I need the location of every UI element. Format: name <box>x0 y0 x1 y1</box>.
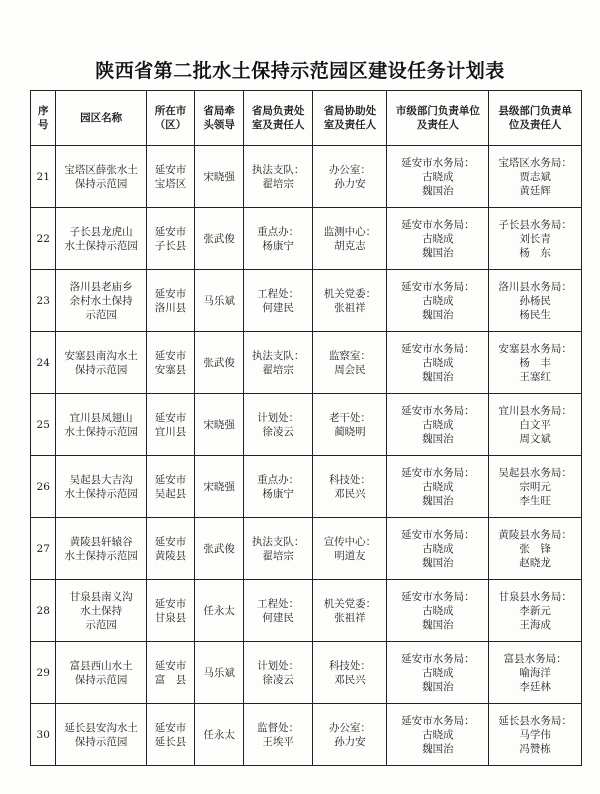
cell-line: 冯赞栋 <box>519 742 551 755</box>
cell-line: 示范园 <box>85 308 117 321</box>
cell-lead-official <box>195 518 244 580</box>
cell-line: 魏国治 <box>422 556 454 569</box>
cell-line: 孙力安 <box>334 177 366 190</box>
cell-line: 黄陵县水务局： <box>498 528 572 541</box>
cell-city-department <box>387 332 489 394</box>
header-lead-official <box>195 91 244 146</box>
task-plan-table <box>30 90 582 766</box>
cell-line: 古晓成 <box>422 356 454 369</box>
header-city-department <box>387 91 489 146</box>
cell-line: 机关党委： <box>323 597 377 610</box>
cell-serial-number: 21 <box>31 146 56 208</box>
cell-line: 甘泉县水务局： <box>498 590 572 603</box>
cell-line: 古晓成 <box>422 294 454 307</box>
cell-line: 洛川县老庙乡 <box>69 280 133 293</box>
cell-line: 重点办： <box>257 473 300 486</box>
cell-line: 徐凌云 <box>262 425 294 438</box>
cell-line: 延安市 <box>154 659 187 672</box>
cell-line: 延安市水务局： <box>401 404 475 417</box>
cell-serial-number: 23 <box>31 270 56 332</box>
cell-line: 执法支队： <box>251 349 305 362</box>
cell-line: 延安市水务局： <box>401 218 475 231</box>
cell-line: 延安市水务局： <box>401 156 475 169</box>
header-line: 及责任人 <box>416 119 459 131</box>
cell-line: 保持示范园 <box>74 363 128 376</box>
table-row <box>31 394 582 456</box>
table-row <box>31 642 582 704</box>
cell-park-name <box>56 456 146 518</box>
cell-city-district <box>146 146 195 208</box>
cell-line: 工程处： <box>257 287 300 300</box>
cell-line: 杨 东 <box>519 246 551 259</box>
cell-line: 古晓成 <box>422 728 454 741</box>
header-line: 县级部门负责单 <box>498 105 572 117</box>
cell-line: 水土保持示范园 <box>64 549 138 562</box>
cell-provincial-assisting <box>313 580 387 642</box>
cell-county-department <box>489 146 582 208</box>
cell-line: 机关党委： <box>323 287 377 300</box>
cell-serial-number: 25 <box>31 394 56 456</box>
cell-line: 杨 丰 <box>519 356 551 369</box>
cell-city-district <box>146 642 195 704</box>
cell-line: 富 县 <box>154 673 187 686</box>
cell-line: 张祖祥 <box>334 611 366 624</box>
cell-park-name <box>56 704 146 766</box>
header-line: （区） <box>154 119 187 131</box>
cell-line: 黄陵县轩辕谷 <box>69 535 133 548</box>
cell-county-department <box>489 580 582 642</box>
cell-line: 魏国治 <box>422 308 454 321</box>
cell-city-district <box>146 518 195 580</box>
cell-line: 何建民 <box>262 301 294 314</box>
cell-line: 富县水务局： <box>503 652 567 665</box>
header-line: 市级部门负责单位 <box>395 105 480 117</box>
cell-line: 翟培宗 <box>262 549 294 562</box>
cell-lead-official <box>195 208 244 270</box>
cell-provincial-responsible <box>243 456 312 518</box>
cell-county-department <box>489 270 582 332</box>
cell-lead-official <box>195 642 244 704</box>
cell-park-name <box>56 394 146 456</box>
cell-line: 延安市 <box>154 163 187 176</box>
cell-line: 古晓成 <box>422 232 454 245</box>
table-row <box>31 518 582 580</box>
cell-line: 水土保持示范园 <box>64 487 138 500</box>
cell-provincial-responsible <box>243 146 312 208</box>
cell-line: 魏国治 <box>422 432 454 445</box>
cell-line: 示范园 <box>85 618 117 631</box>
cell-lead-official <box>195 146 244 208</box>
cell-line: 李廷林 <box>519 680 551 693</box>
cell-line: 白文平 <box>519 418 551 431</box>
cell-serial-number: 29 <box>31 642 56 704</box>
cell-serial-number: 28 <box>31 580 56 642</box>
cell-provincial-responsible <box>243 580 312 642</box>
cell-line: 宝塔区水务局： <box>498 156 572 169</box>
cell-line: 延安市水务局： <box>401 652 475 665</box>
cell-line: 监测中心： <box>323 225 377 238</box>
cell-line: 富县西山水土 <box>69 659 133 672</box>
cell-line: 翟培宗 <box>262 177 294 190</box>
cell-line: 马乐斌 <box>203 294 235 307</box>
header-line: 所在市 <box>154 105 187 117</box>
cell-serial-number: 22 <box>31 208 56 270</box>
header-line: 园区名称 <box>80 112 123 124</box>
cell-line: 延安市水务局： <box>401 280 475 293</box>
header-serial-number <box>31 91 56 146</box>
cell-provincial-responsible <box>243 332 312 394</box>
cell-line: 吴起县水务局： <box>498 466 572 479</box>
cell-provincial-assisting <box>313 518 387 580</box>
cell-line: 宜川县 <box>154 425 187 438</box>
cell-line: 李新元 <box>519 604 551 617</box>
cell-park-name <box>56 332 146 394</box>
cell-city-department <box>387 704 489 766</box>
cell-line: 明道友 <box>334 549 366 562</box>
table-row <box>31 580 582 642</box>
header-county-department <box>489 91 582 146</box>
cell-line: 洛川县水务局： <box>498 280 572 293</box>
cell-park-name <box>56 580 146 642</box>
cell-county-department <box>489 332 582 394</box>
cell-line: 吴起县大吉沟 <box>69 473 133 486</box>
cell-provincial-assisting <box>313 456 387 518</box>
cell-line: 黄陵县 <box>154 549 187 562</box>
cell-serial-number: 30 <box>31 704 56 766</box>
cell-county-department <box>489 518 582 580</box>
header-line: 省局负责处 <box>251 105 305 117</box>
cell-city-district <box>146 270 195 332</box>
cell-line: 子长县水务局： <box>498 218 572 231</box>
header-line: 号 <box>37 119 49 131</box>
cell-line: 工程处： <box>257 597 300 610</box>
cell-city-district <box>146 704 195 766</box>
table-row <box>31 456 582 518</box>
cell-city-district <box>146 580 195 642</box>
cell-line: 李生旺 <box>519 494 551 507</box>
cell-line: 宋晓强 <box>203 418 235 431</box>
cell-line: 甘泉县南义沟 <box>69 590 133 603</box>
cell-city-district <box>146 332 195 394</box>
cell-provincial-responsible <box>243 518 312 580</box>
cell-line: 宝塔区薛张水土 <box>64 163 138 176</box>
cell-line: 古晓成 <box>422 542 454 555</box>
cell-line: 安塞县南沟水土 <box>64 349 138 362</box>
header-park-name <box>56 91 146 146</box>
cell-line: 胡克志 <box>334 239 366 252</box>
cell-city-department <box>387 456 489 518</box>
cell-line: 水土保持 <box>80 604 123 617</box>
cell-provincial-responsible <box>243 208 312 270</box>
cell-park-name <box>56 146 146 208</box>
cell-serial-number: 26 <box>31 456 56 518</box>
cell-line: 延长县安沟水土 <box>64 721 138 734</box>
cell-line: 古晓成 <box>422 418 454 431</box>
cell-line: 老干处： <box>328 411 371 424</box>
cell-line: 宣传中心： <box>323 535 377 548</box>
cell-park-name <box>56 642 146 704</box>
cell-city-department <box>387 146 489 208</box>
cell-line: 水土保持示范园 <box>64 425 138 438</box>
cell-line: 马乐斌 <box>203 666 235 679</box>
cell-line: 保持示范园 <box>74 735 128 748</box>
cell-line: 延安市 <box>154 535 187 548</box>
cell-line: 孙杨民 <box>519 294 551 307</box>
cell-line: 魏国治 <box>422 742 454 755</box>
header-line: 省局协助处 <box>323 105 377 117</box>
cell-line: 魏国治 <box>422 680 454 693</box>
header-city-district <box>146 91 195 146</box>
cell-line: 赵晓龙 <box>519 556 551 569</box>
cell-line: 宗明元 <box>519 480 551 493</box>
cell-line: 周文斌 <box>519 432 551 445</box>
cell-serial-number: 27 <box>31 518 56 580</box>
cell-line: 延安市 <box>154 225 187 238</box>
cell-lead-official <box>195 270 244 332</box>
cell-provincial-responsible <box>243 704 312 766</box>
table-row <box>31 704 582 766</box>
header-line: 室及责任人 <box>251 119 305 131</box>
cell-line: 保持示范园 <box>74 177 128 190</box>
cell-line: 吴起县 <box>154 487 187 500</box>
cell-line: 马学伟 <box>519 728 551 741</box>
cell-line: 魏国治 <box>422 370 454 383</box>
cell-line: 王海成 <box>519 618 551 631</box>
cell-line: 宝塔区 <box>154 177 187 190</box>
cell-line: 延安市水务局： <box>401 714 475 727</box>
cell-line: 杨康宁 <box>262 487 294 500</box>
header-line: 头领导 <box>203 119 235 131</box>
cell-line: 邓民兴 <box>334 487 366 500</box>
cell-line: 余村水土保持 <box>69 294 133 307</box>
cell-line: 魏国治 <box>422 618 454 631</box>
cell-line: 延安市水务局： <box>401 466 475 479</box>
table-row <box>31 270 582 332</box>
cell-line: 贾志斌 <box>519 170 551 183</box>
cell-city-district <box>146 394 195 456</box>
table-row <box>31 332 582 394</box>
cell-provincial-assisting <box>313 146 387 208</box>
cell-lead-official <box>195 580 244 642</box>
cell-line: 张武俊 <box>203 542 235 555</box>
cell-line: 张武俊 <box>203 356 235 369</box>
cell-line: 孙力安 <box>334 735 366 748</box>
cell-county-department <box>489 456 582 518</box>
cell-line: 魏国治 <box>422 246 454 259</box>
cell-serial-number: 24 <box>31 332 56 394</box>
cell-line: 延安市 <box>154 349 187 362</box>
header-line: 序 <box>37 105 49 117</box>
cell-city-department <box>387 208 489 270</box>
cell-line: 宋晓强 <box>203 480 235 493</box>
cell-city-district <box>146 208 195 270</box>
table-header-row <box>31 91 582 146</box>
cell-city-department <box>387 518 489 580</box>
cell-line: 张祖祥 <box>334 301 366 314</box>
cell-line: 延安市 <box>154 473 187 486</box>
cell-line: 甘泉县 <box>154 611 187 624</box>
table-body <box>31 146 582 766</box>
cell-provincial-responsible <box>243 270 312 332</box>
cell-line: 监督处： <box>257 721 300 734</box>
cell-line: 延安市 <box>154 411 187 424</box>
cell-line: 古晓成 <box>422 666 454 679</box>
cell-line: 宋晓强 <box>203 170 235 183</box>
cell-county-department <box>489 394 582 456</box>
cell-lead-official <box>195 394 244 456</box>
cell-line: 重点办： <box>257 225 300 238</box>
cell-line: 徐凌云 <box>262 673 294 686</box>
cell-provincial-assisting <box>313 704 387 766</box>
cell-line: 任永太 <box>203 604 235 617</box>
cell-line: 延安市水务局： <box>401 528 475 541</box>
cell-line: 杨康宁 <box>262 239 294 252</box>
cell-line: 延长县水务局： <box>498 714 572 727</box>
header-line: 省局牵 <box>203 105 235 117</box>
cell-provincial-assisting <box>313 208 387 270</box>
cell-lead-official <box>195 456 244 518</box>
table-row <box>31 146 582 208</box>
cell-line: 保持示范园 <box>74 673 128 686</box>
cell-line: 王埃平 <box>262 735 294 748</box>
cell-line: 延安市水务局： <box>401 590 475 603</box>
cell-county-department <box>489 704 582 766</box>
cell-line: 延安市 <box>154 721 187 734</box>
cell-line: 洛川县 <box>154 301 187 314</box>
cell-line: 张 锋 <box>519 542 551 555</box>
table-row <box>31 208 582 270</box>
cell-line: 古晓成 <box>422 170 454 183</box>
cell-line: 延安市 <box>154 597 187 610</box>
cell-county-department <box>489 642 582 704</box>
cell-line: 子长县 <box>154 239 187 252</box>
cell-line: 杨民生 <box>519 308 551 321</box>
header-provincial-assisting <box>313 91 387 146</box>
cell-city-department <box>387 642 489 704</box>
header-line: 室及责任人 <box>323 119 377 131</box>
cell-line: 周会民 <box>334 363 366 376</box>
cell-line: 办公室： <box>328 163 371 176</box>
cell-line: 邓民兴 <box>334 673 366 686</box>
cell-city-department <box>387 394 489 456</box>
cell-park-name <box>56 208 146 270</box>
cell-provincial-responsible <box>243 642 312 704</box>
cell-lead-official <box>195 704 244 766</box>
cell-line: 延长县 <box>154 735 187 748</box>
cell-line: 魏国治 <box>422 494 454 507</box>
cell-line: 宜川县水务局： <box>498 404 572 417</box>
cell-line: 水土保持示范园 <box>64 239 138 252</box>
cell-city-department <box>387 270 489 332</box>
cell-city-department <box>387 580 489 642</box>
cell-line: 刘长青 <box>519 232 551 245</box>
cell-line: 延安市 <box>154 287 187 300</box>
cell-park-name <box>56 270 146 332</box>
cell-line: 翟培宗 <box>262 363 294 376</box>
cell-provincial-assisting <box>313 332 387 394</box>
document-title: 陕西省第二批水土保持示范园区建设任务计划表 <box>95 60 505 82</box>
cell-line: 计划处： <box>257 411 300 424</box>
cell-line: 办公室： <box>328 721 371 734</box>
cell-city-district <box>146 456 195 518</box>
header-provincial-responsible <box>243 91 312 146</box>
cell-line: 魏国治 <box>422 184 454 197</box>
cell-provincial-assisting <box>313 642 387 704</box>
cell-line: 蔺晓明 <box>334 425 366 438</box>
cell-line: 延安市水务局： <box>401 342 475 355</box>
cell-line: 喻海洋 <box>519 666 551 679</box>
cell-line: 黄廷辉 <box>519 184 551 197</box>
cell-provincial-assisting <box>313 270 387 332</box>
cell-line: 古晓成 <box>422 604 454 617</box>
cell-provincial-assisting <box>313 394 387 456</box>
cell-line: 执法支队： <box>251 163 305 176</box>
cell-provincial-responsible <box>243 394 312 456</box>
cell-line: 安塞县水务局： <box>498 342 572 355</box>
cell-line: 科技处： <box>328 473 371 486</box>
cell-line: 何建民 <box>262 611 294 624</box>
cell-lead-official <box>195 332 244 394</box>
cell-line: 监察室： <box>328 349 371 362</box>
header-line: 位及责任人 <box>508 119 562 131</box>
cell-line: 子长县龙虎山 <box>69 225 133 238</box>
cell-line: 执法支队： <box>251 535 305 548</box>
cell-county-department <box>489 208 582 270</box>
cell-park-name <box>56 518 146 580</box>
cell-line: 计划处： <box>257 659 300 672</box>
cell-line: 张武俊 <box>203 232 235 245</box>
cell-line: 王塞红 <box>519 370 551 383</box>
cell-line: 安塞县 <box>154 363 187 376</box>
cell-line: 任永太 <box>203 728 235 741</box>
cell-line: 古晓成 <box>422 480 454 493</box>
cell-line: 宜川县凤翅山 <box>69 411 133 424</box>
cell-line: 科技处： <box>328 659 371 672</box>
